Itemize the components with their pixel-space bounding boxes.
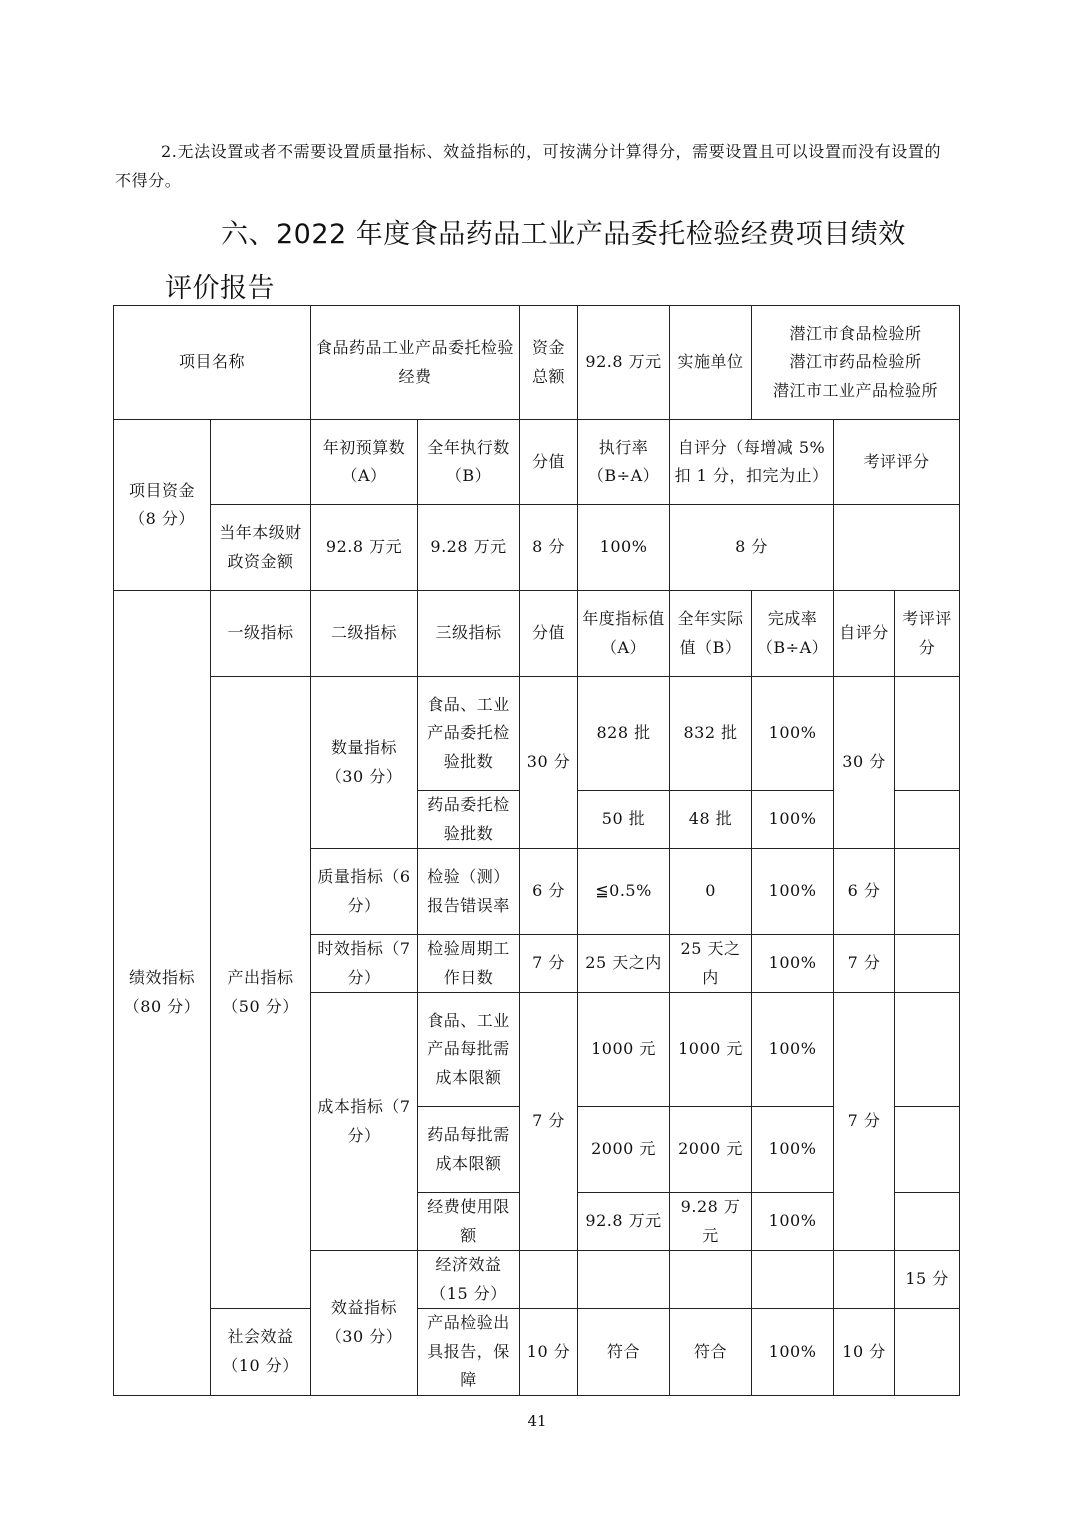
economic-name (520, 1251, 578, 1309)
perf-label: 绩效指标（80 分） (114, 591, 211, 1396)
funds-header-empty (211, 420, 311, 505)
cost-2-rate: 100% (752, 1107, 834, 1193)
cost-2-target: 2000 元 (578, 1107, 670, 1193)
output-label: 产出指标（50 分） (211, 677, 311, 1309)
economic-actual (752, 1251, 834, 1309)
heading-line-2: 评价报告 (165, 273, 275, 304)
evaluation-table (113, 305, 960, 1396)
funds-row-label: 当年本级财政资金额 (211, 505, 311, 591)
quantity-2-rate: 100% (752, 791, 834, 849)
funds-header-score: 分值 (520, 420, 578, 505)
funds-label: 项目资金（8 分） (114, 420, 211, 591)
impl-unit-label: 实施单位 (670, 306, 752, 420)
total-funds-label: 资金总额 (520, 306, 578, 420)
funds-budget: 92.8 万元 (311, 505, 418, 591)
impl-unit-3: 潜江市工业产品检验所 (773, 380, 939, 400)
quality-self-score: 6 分 (834, 849, 895, 935)
cost-3-name: 经费使用限额 (418, 1193, 520, 1251)
impl-unit-1: 潜江市食品检验所 (789, 323, 922, 343)
cost-1-actual: 1000 元 (670, 993, 752, 1107)
timeliness-name: 检验周期工作日数 (418, 935, 520, 993)
social-self-score: 10 分 (834, 1309, 895, 1396)
cost-2-review (895, 1107, 960, 1193)
social-label: 社会效益（10 分） (211, 1309, 311, 1396)
quality-name: 检验（测）报告错误率 (418, 849, 520, 935)
economic-rate (834, 1251, 895, 1309)
quality-rate: 100% (752, 849, 834, 935)
timeliness-self-score: 7 分 (834, 935, 895, 993)
funds-score: 8 分 (520, 505, 578, 591)
cost-2-name: 药品每批需成本限额 (418, 1107, 520, 1193)
section-heading (165, 208, 965, 316)
project-name: 食品药品工业产品委托检验经费 (311, 306, 520, 420)
heading-line-1: 六、2022 年度食品药品工业产品委托检验经费项目绩效 (221, 219, 906, 250)
quantity-score: 30 分 (520, 677, 578, 849)
perf-header-level2: 二级指标 (311, 591, 418, 677)
timeliness-actual: 25 天之内 (670, 935, 752, 993)
quantity-2-actual: 48 批 (670, 791, 752, 849)
social-score: 10 分 (520, 1309, 578, 1396)
economic-target (670, 1251, 752, 1309)
funds-header-review-score: 考评评分 (834, 420, 960, 505)
quality-label: 质量指标（6 分） (311, 849, 418, 935)
cost-self-score: 7 分 (834, 993, 895, 1251)
perf-header-review: 考评评分 (895, 591, 960, 677)
social-review (895, 1309, 960, 1396)
timeliness-score: 7 分 (520, 935, 578, 993)
social-target: 符合 (578, 1309, 670, 1396)
cost-score: 7 分 (520, 993, 578, 1251)
perf-header-level3: 三级指标 (418, 591, 520, 677)
funds-header-self-score: 自评分（每增减 5%扣 1 分，扣完为止） (670, 420, 834, 505)
economic-label: 经济效益（15 分） (418, 1251, 520, 1309)
page-number: 41 (527, 1412, 547, 1430)
funds-review-score (834, 505, 960, 591)
perf-header-rate: 完成率（B÷A） (752, 591, 834, 677)
quantity-2-name: 药品委托检验批数 (418, 791, 520, 849)
quantity-2-review (895, 791, 960, 849)
quality-actual: 0 (670, 849, 752, 935)
project-name-label: 项目名称 (114, 306, 311, 420)
cost-1-name: 食品、工业产品每批需成本限额 (418, 993, 520, 1107)
perf-header-level1: 一级指标 (211, 591, 311, 677)
quantity-1-actual: 832 批 (670, 677, 752, 791)
cost-1-target: 1000 元 (578, 993, 670, 1107)
social-rate: 100% (752, 1309, 834, 1396)
perf-header-target: 年度指标值（A） (578, 591, 670, 677)
timeliness-rate: 100% (752, 935, 834, 993)
total-funds: 92.8 万元 (578, 306, 670, 420)
quantity-1-target: 828 批 (578, 677, 670, 791)
cost-1-review (895, 993, 960, 1107)
perf-header-score: 分值 (520, 591, 578, 677)
funds-executed: 9.28 万元 (418, 505, 520, 591)
scoring-note: 2.无法设置或者不需要设置质量指标、效益指标的，可按满分计算得分，需要设置且可以设置而没有设置的不得分。 (115, 142, 942, 190)
benefit-label: 效益指标（30 分） (311, 1251, 418, 1396)
timeliness-label: 时效指标（7 分） (311, 935, 418, 993)
quality-review (895, 849, 960, 935)
impl-units (752, 306, 960, 420)
quality-target: ≦0.5% (578, 849, 670, 935)
quantity-self-score: 30 分 (834, 677, 895, 849)
cost-3-review (895, 1193, 960, 1251)
cost-3-actual: 9.28 万元 (670, 1193, 752, 1251)
impl-unit-2: 潜江市药品检验所 (789, 352, 922, 372)
funds-header-rate: 执行率（B÷A） (578, 420, 670, 505)
quantity-2-target: 50 批 (578, 791, 670, 849)
quality-score: 6 分 (520, 849, 578, 935)
funds-self-score: 8 分 (670, 505, 834, 591)
perf-header-actual: 全年实际值（B） (670, 591, 752, 677)
social-name: 产品检验出具报告，保障 (418, 1309, 520, 1396)
funds-rate: 100% (578, 505, 670, 591)
economic-self-score: 15 分 (895, 1251, 960, 1309)
economic-score (578, 1251, 670, 1309)
timeliness-review (895, 935, 960, 993)
quantity-1-name: 食品、工业产品委托检验批数 (418, 677, 520, 791)
funds-header-executed: 全年执行数（B） (418, 420, 520, 505)
social-actual: 符合 (670, 1309, 752, 1396)
cost-1-rate: 100% (752, 993, 834, 1107)
quantity-1-review (895, 677, 960, 791)
cost-3-rate: 100% (752, 1193, 834, 1251)
cost-2-actual: 2000 元 (670, 1107, 752, 1193)
perf-header-self: 自评分 (834, 591, 895, 677)
funds-header-budget: 年初预算数（A） (311, 420, 418, 505)
quantity-1-rate: 100% (752, 677, 834, 791)
cost-label: 成本指标（7 分） (311, 993, 418, 1251)
cost-3-target: 92.8 万元 (578, 1193, 670, 1251)
timeliness-target: 25 天之内 (578, 935, 670, 993)
quantity-label: 数量指标（30 分） (311, 677, 418, 849)
